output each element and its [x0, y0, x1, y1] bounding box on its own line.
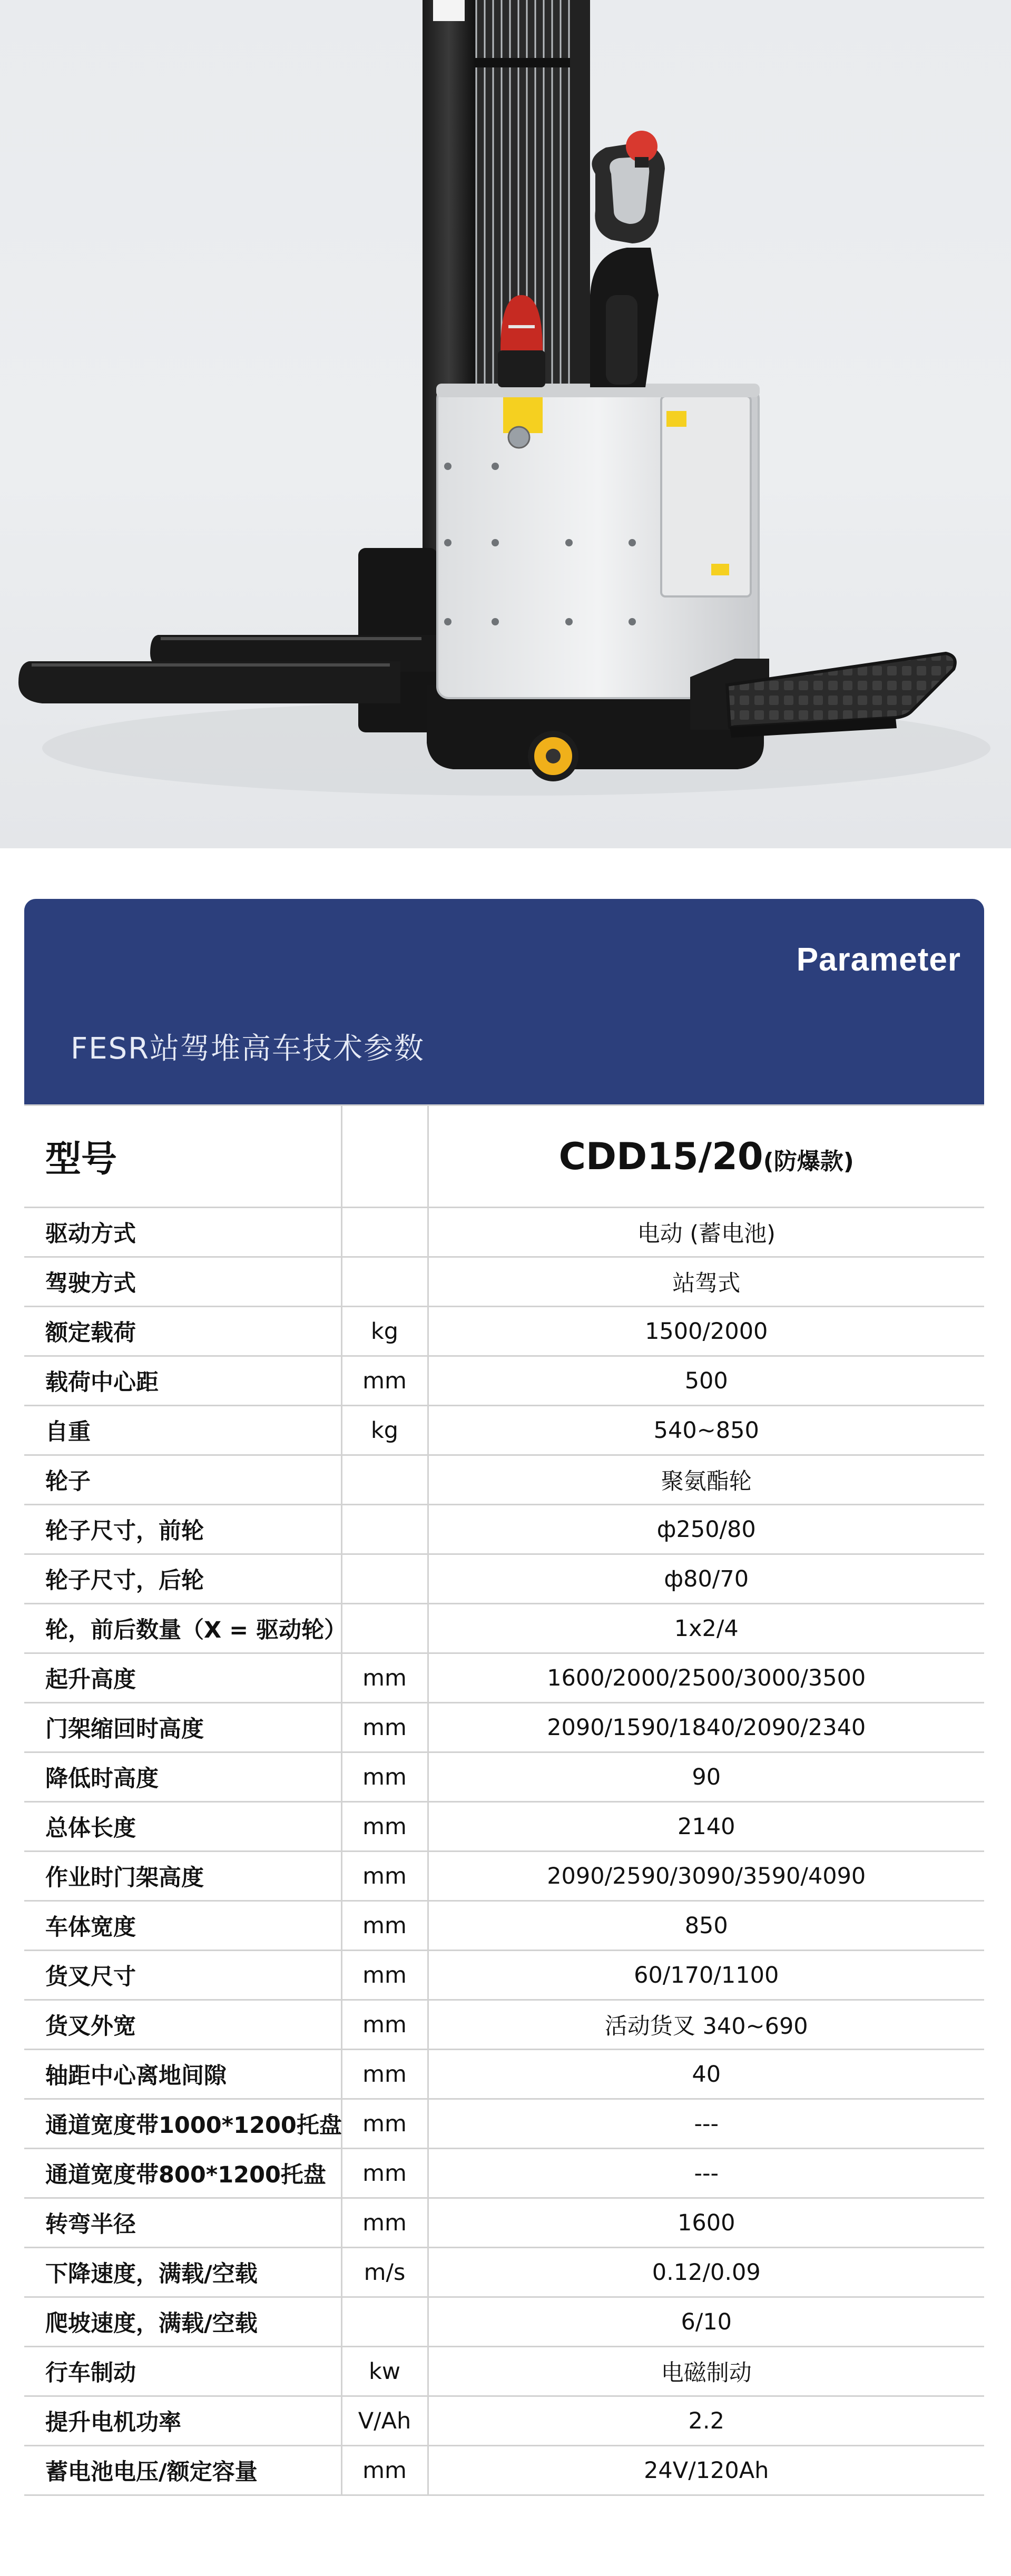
spec-label: 货叉尺寸	[24, 1951, 341, 2000]
spec-value: 24V/120Ah	[428, 2446, 984, 2495]
spec-value: 6/10	[428, 2297, 984, 2347]
spec-unit: kg	[341, 1307, 428, 1356]
spec-label: 驾驶方式	[24, 1257, 341, 1307]
model-unit	[341, 1105, 428, 1208]
spec-unit: mm	[341, 1752, 428, 1802]
spec-label: 货叉外宽	[24, 2000, 341, 2050]
table-row	[24, 1455, 984, 1505]
spec-unit: mm	[341, 2050, 428, 2099]
spec-label: 额定载荷	[24, 1307, 341, 1356]
spec-unit: mm	[341, 1951, 428, 2000]
spec-unit: mm	[341, 2149, 428, 2198]
spec-unit	[341, 1505, 428, 1554]
spec-label: 蓄电池电压/额定容量	[24, 2446, 341, 2495]
spec-value: 1600	[428, 2198, 984, 2248]
table-row	[24, 2050, 984, 2099]
table-row	[24, 1653, 984, 1703]
stacker-illustration	[0, 0, 1011, 848]
header-subtitle: FESR站驾堆高车技术参数	[71, 1032, 425, 1066]
table-row	[24, 1406, 984, 1455]
spec-unit: mm	[341, 2446, 428, 2495]
spec-label: 行车制动	[24, 2347, 341, 2396]
spec-label: 作业时门架高度	[24, 1852, 341, 1901]
table-row	[24, 1208, 984, 1257]
table-row	[24, 2446, 984, 2495]
spec-value: 2140	[428, 1802, 984, 1852]
model-label: 型号	[24, 1105, 341, 1208]
spec-unit: mm	[341, 1703, 428, 1752]
parameter-card	[24, 899, 984, 2558]
table-row	[24, 1257, 984, 1307]
table-row	[24, 2149, 984, 2198]
spec-table	[24, 1104, 984, 2496]
product-image	[0, 0, 1011, 848]
spec-value: 2090/1590/1840/2090/2340	[428, 1703, 984, 1752]
spec-label: 驱动方式	[24, 1208, 341, 1257]
spec-label: 载荷中心距	[24, 1356, 341, 1406]
table-row	[24, 1505, 984, 1554]
model-note: (防爆款)	[763, 1148, 854, 1175]
model-value: CDD15/20	[558, 1134, 763, 1178]
table-row	[24, 2099, 984, 2149]
spec-label: 总体长度	[24, 1802, 341, 1852]
spec-value: 电磁制动	[428, 2347, 984, 2396]
spec-unit: mm	[341, 2198, 428, 2248]
spec-unit: mm	[341, 1852, 428, 1901]
spec-unit: mm	[341, 2099, 428, 2149]
spec-value: 2090/2590/3090/3590/4090	[428, 1852, 984, 1901]
table-row	[24, 2198, 984, 2248]
spec-label: 起升高度	[24, 1653, 341, 1703]
spec-value: 60/170/1100	[428, 1951, 984, 2000]
spec-value: 850	[428, 1901, 984, 1951]
table-row	[24, 1703, 984, 1752]
spec-label: 轴距中心离地间隙	[24, 2050, 341, 2099]
spec-unit	[341, 1208, 428, 1257]
table-row	[24, 1604, 984, 1653]
spec-value: ф250/80	[428, 1505, 984, 1554]
table-row	[24, 2297, 984, 2347]
table-row	[24, 1802, 984, 1852]
table-row	[24, 2248, 984, 2297]
spec-unit: kw	[341, 2347, 428, 2396]
header-title: Parameter	[796, 942, 961, 978]
spec-unit: mm	[341, 2000, 428, 2050]
spec-label: 轮子尺寸，后轮	[24, 1554, 341, 1604]
spec-unit	[341, 1554, 428, 1604]
table-row	[24, 1307, 984, 1356]
spec-label: 车体宽度	[24, 1901, 341, 1951]
spec-label: 提升电机功率	[24, 2396, 341, 2446]
spec-value: 2.2	[428, 2396, 984, 2446]
spec-value: ---	[428, 2099, 984, 2149]
table-row	[24, 1356, 984, 1406]
spec-value: 0.12/0.09	[428, 2248, 984, 2297]
spec-value: 1500/2000	[428, 1307, 984, 1356]
spec-value: 90	[428, 1752, 984, 1802]
spec-unit: mm	[341, 1901, 428, 1951]
spec-unit: mm	[341, 1356, 428, 1406]
spec-unit: V/Ah	[341, 2396, 428, 2446]
spec-value: 1x2/4	[428, 1604, 984, 1653]
table-row	[24, 1752, 984, 1802]
spec-unit	[341, 1455, 428, 1505]
spec-label: 轮子尺寸，前轮	[24, 1505, 341, 1554]
spec-unit: kg	[341, 1406, 428, 1455]
spec-value: 站驾式	[428, 1257, 984, 1307]
spec-unit	[341, 1257, 428, 1307]
spec-label: 降低时高度	[24, 1752, 341, 1802]
spec-label: 轮，前后数量（X = 驱动轮）	[24, 1604, 341, 1653]
spec-label: 转弯半径	[24, 2198, 341, 2248]
table-row	[24, 1951, 984, 2000]
spec-label: 门架缩回时高度	[24, 1703, 341, 1752]
table-row	[24, 2000, 984, 2050]
spec-value: 500	[428, 1356, 984, 1406]
spec-value: 电动 (蓄电池)	[428, 1208, 984, 1257]
spec-label: 通道宽度带800*1200托盘	[24, 2149, 341, 2198]
spec-label: 爬坡速度，满载/空载	[24, 2297, 341, 2347]
spec-value: 活动货叉 340~690	[428, 2000, 984, 2050]
spec-value: ---	[428, 2149, 984, 2198]
table-row	[24, 2347, 984, 2396]
table-row	[24, 1901, 984, 1951]
spec-value: 1600/2000/2500/3000/3500	[428, 1653, 984, 1703]
spec-label: 下降速度，满载/空载	[24, 2248, 341, 2297]
spec-value: 聚氨酯轮	[428, 1455, 984, 1505]
spec-unit	[341, 2297, 428, 2347]
spec-unit: mm	[341, 1653, 428, 1703]
spec-unit: mm	[341, 1802, 428, 1852]
table-row	[24, 1852, 984, 1901]
spec-value: 540~850	[428, 1406, 984, 1455]
spec-value: ф80/70	[428, 1554, 984, 1604]
spec-label: 通道宽度带1000*1200托盘	[24, 2099, 341, 2149]
table-row	[24, 2396, 984, 2446]
spec-value: 40	[428, 2050, 984, 2099]
spec-label: 自重	[24, 1406, 341, 1455]
model-value-cell	[428, 1105, 984, 1208]
spec-unit: m/s	[341, 2248, 428, 2297]
card-header	[24, 899, 984, 1104]
spec-label: 轮子	[24, 1455, 341, 1505]
model-row	[24, 1105, 984, 1208]
spec-unit	[341, 1604, 428, 1653]
table-row	[24, 1554, 984, 1604]
